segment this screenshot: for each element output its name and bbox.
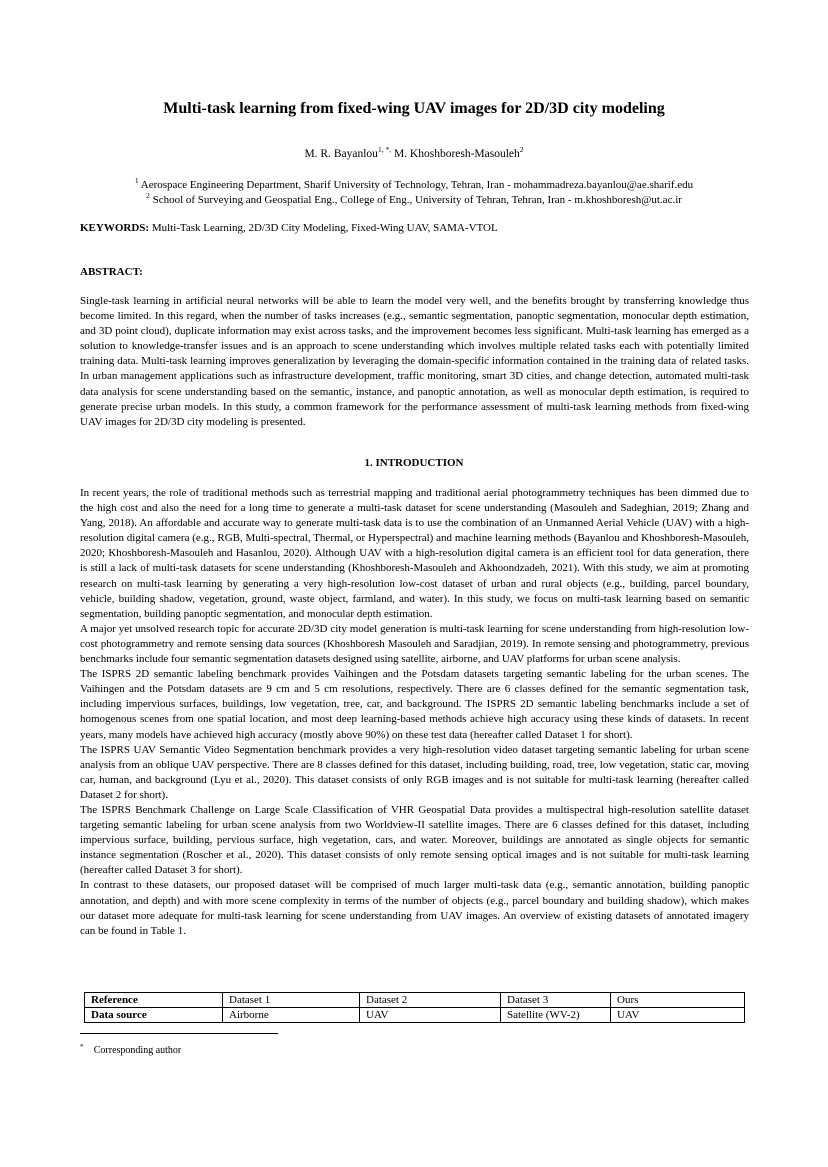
author-1-marks: 1, *, [377,145,392,154]
table-cell: Satellite (WV-2) [501,1008,611,1023]
author-1: M. R. Bayanlou [304,148,378,160]
affiliation-1-mark: 1 [134,176,139,185]
table-cell: Dataset 1 [223,993,360,1008]
table-cell: Dataset 3 [501,993,611,1008]
table-row [85,1008,745,1023]
table-cell: UAV [611,1008,745,1023]
affiliation-1 [0,178,828,193]
section-heading-introduction: 1. INTRODUCTION [364,457,464,469]
table-cell: UAV [360,1008,501,1023]
intro-paragraph: In contrast to these datasets, our proposed dataset will be comprised of much larger multi-task data (e.g., semantic annotation, building panoptic annotation, and depth) and with more scene complexity in terms of the number of objects (e.g., parcel boundary and building shadow), which makes our dataset more adequate for multi-task learning for scene understanding from UAV images. An overview of existing datasets of annotated imagery can be found in Table 1. [80,879,749,937]
intro-paragraph: The ISPRS Benchmark Challenge on Large Scale Classification of VHR Geospatial Data provides a multispectral high-resolution satellite dataset targeting semantic labeling for urban scene analysis from two Worldview-II satellite images. There are 6 classes defined for this dataset, including impervious surface, building, pervious surface, high vegetation, cars, and water. Moreover, buildings are annotated as single objects for semantic instance segmentation (Roscher et al., 2020). This dataset consists of only remote sensing optical images and is not suitable for multi-task learning (hereafter called Dataset 3 for short). [80,803,749,877]
table-row-header: Data source [85,1008,223,1023]
affiliation-2 [0,193,828,208]
introduction-body [80,486,749,939]
footnote [80,1042,181,1056]
author-2: M. Khoshboresh-Masouleh [393,148,520,160]
affiliation-2-mark: 2 [146,191,150,200]
paper-title: Multi-task learning from fixed-wing UAV images for 2D/3D city modeling [163,100,665,117]
keywords-label: KEYWORDS: [80,222,150,234]
table-cell: Airborne [223,1008,360,1023]
footnote-text: Corresponding author [93,1045,182,1056]
keywords [80,222,750,234]
intro-paragraph: The ISPRS UAV Semantic Video Segmentation benchmark provides a very high-resolution video dataset targeting semantic labeling for urban scene analysis from an oblique UAV perspective. There are 8 classes defined for this dataset, including building, road, tree, low vegetation, static car, moving car, human, and background (Lyu et al., 2020). This dataset consists of only RGB images and is not suitable for multi-task learning (hereafter called Dataset 2 for short). [80,743,749,801]
affiliations [0,178,828,208]
abstract-heading: ABSTRACT: [80,266,143,278]
footnote-divider [80,1033,278,1034]
table-row-header: Reference [85,993,223,1008]
intro-paragraph: The ISPRS 2D semantic labeling benchmark provides Vaihingen and the Potsdam datasets targeting semantic labeling for the urban scenes. The Vaihingen and the Potsdam datasets are 9 cm and 5 cm resolutions, respectively. There are 6 classes defined for the semantic segmentation task, including impervious surfaces, buildings, low vegetation, tree, car, and background. The ISPRS 2D semantic labeling benchmarks include a set of homogenous scenes from one spatial location, and most deep learning-based methods achieve high accuracy using these kinds of datasets. In recent years, many models have achieved high accuracy (mostly above 90%) on these test data (hereafter called Dataset 1 for short). [80,668,749,741]
table-cell: Dataset 2 [360,993,501,1008]
table-cell: Ours [611,993,745,1008]
keywords-text: Multi-Task Learning, 2D/3D City Modeling, Fixed-Wing UAV, SAMA-VTOL [151,222,498,234]
abstract-text: Single-task learning in artificial neural networks will be able to learn the model very well, and the benefits brought by transferring knowledge thus become limited. In this regard, when the number of tasks increases (e.g., semantic segmentation, panoptic segmentation, monocular depth estimation, and 3D point cloud), duplicate information may exist across tasks, and the improvement becomes less significant. Multi-task learning has emerged as a solution to knowledge-transfer issues and is an approach to scene understanding which involves multiple related tasks each with potentially limited training data. Multi-task learning improves generalization by leveraging the domain-specific information contained in the training data of related tasks. In urban management applications such as infrastructure development, traffic monitoring, smart 3D cities, and change detection, automated multi-task data analysis for scene understanding based on the semantic, instance, and panoptic annotation, as well as monocular depth estimation, is required to generate precise urban models. In this study, a common framework for the performance assessment of multi-task learning methods from fixed-wing UAV images for 2D/3D city modeling is presented. [80,295,749,428]
intro-paragraph: A major yet unsolved research topic for accurate 2D/3D city model generation is multi-task learning for scene understanding from high-resolution low-cost photogrammetry and remote sensing data sources (Khoshboresh Masouleh and Saradjian, 2019). In remote sensing and photogrammetry, previous benchmarks include four semantic segmentation datasets designed using satellite, airborne, and UAV platforms for urban scene analysis. [80,622,749,666]
affiliation-1-text: Aerospace Engineering Department, Sharif University of Technology, Tehran, Iran - mohammadreza.bayanlou@ae.sharif.edu [140,179,694,191]
author-2-marks: 2 [519,145,524,154]
table-row [85,993,745,1008]
intro-paragraph: In recent years, the role of traditional methods such as terrestrial mapping and traditional aerial photogrammetry techniques has been dimmed due to the high cost and also the need for a long time to generate a multi-task dataset for scene understanding (Masouleh and Sadeghian, 2019; Zhang and Yang, 2018). An affordable and accurate way to generate multi-task data is to use the combination of an Unmanned Aerial Vehicle (UAV) with a high-resolution digital camera (e.g., RGB, Multi-spectral, Thermal, or Hyperspectral) and machine learning methods (Bayanlou and Khoshboresh-Masouleh, 2020; Khoshboresh-Masouleh and Hasanlou, 2020). Although UAV with a high-resolution digital camera is an efficient tool for data generation, there is still a lack of multi-task datasets for scene understanding (Khoshboresh-Masouleh and Akhoondzadeh, 2021). With this study, we aim at promoting research on multi-task learning by generating a very high-resolution low-cost dataset of urban and rural objects (e.g., building, parcel boundary, vehicle, building shadow, vegetation, ground, waste object, farmland, and water). In this study, we focus on multi-task learning based on semantic segmentation, building panoptic segmentation, and monocular depth estimation. [80,487,749,620]
footnote-mark: * [80,1042,84,1051]
affiliation-2-text: School of Surveying and Geospatial Eng., College of Eng., University of Tehran, Tehran, Iran - m.khoshboresh@ut.ac.ir [152,194,682,206]
author-line [0,145,828,160]
datasets-table [84,992,745,1023]
